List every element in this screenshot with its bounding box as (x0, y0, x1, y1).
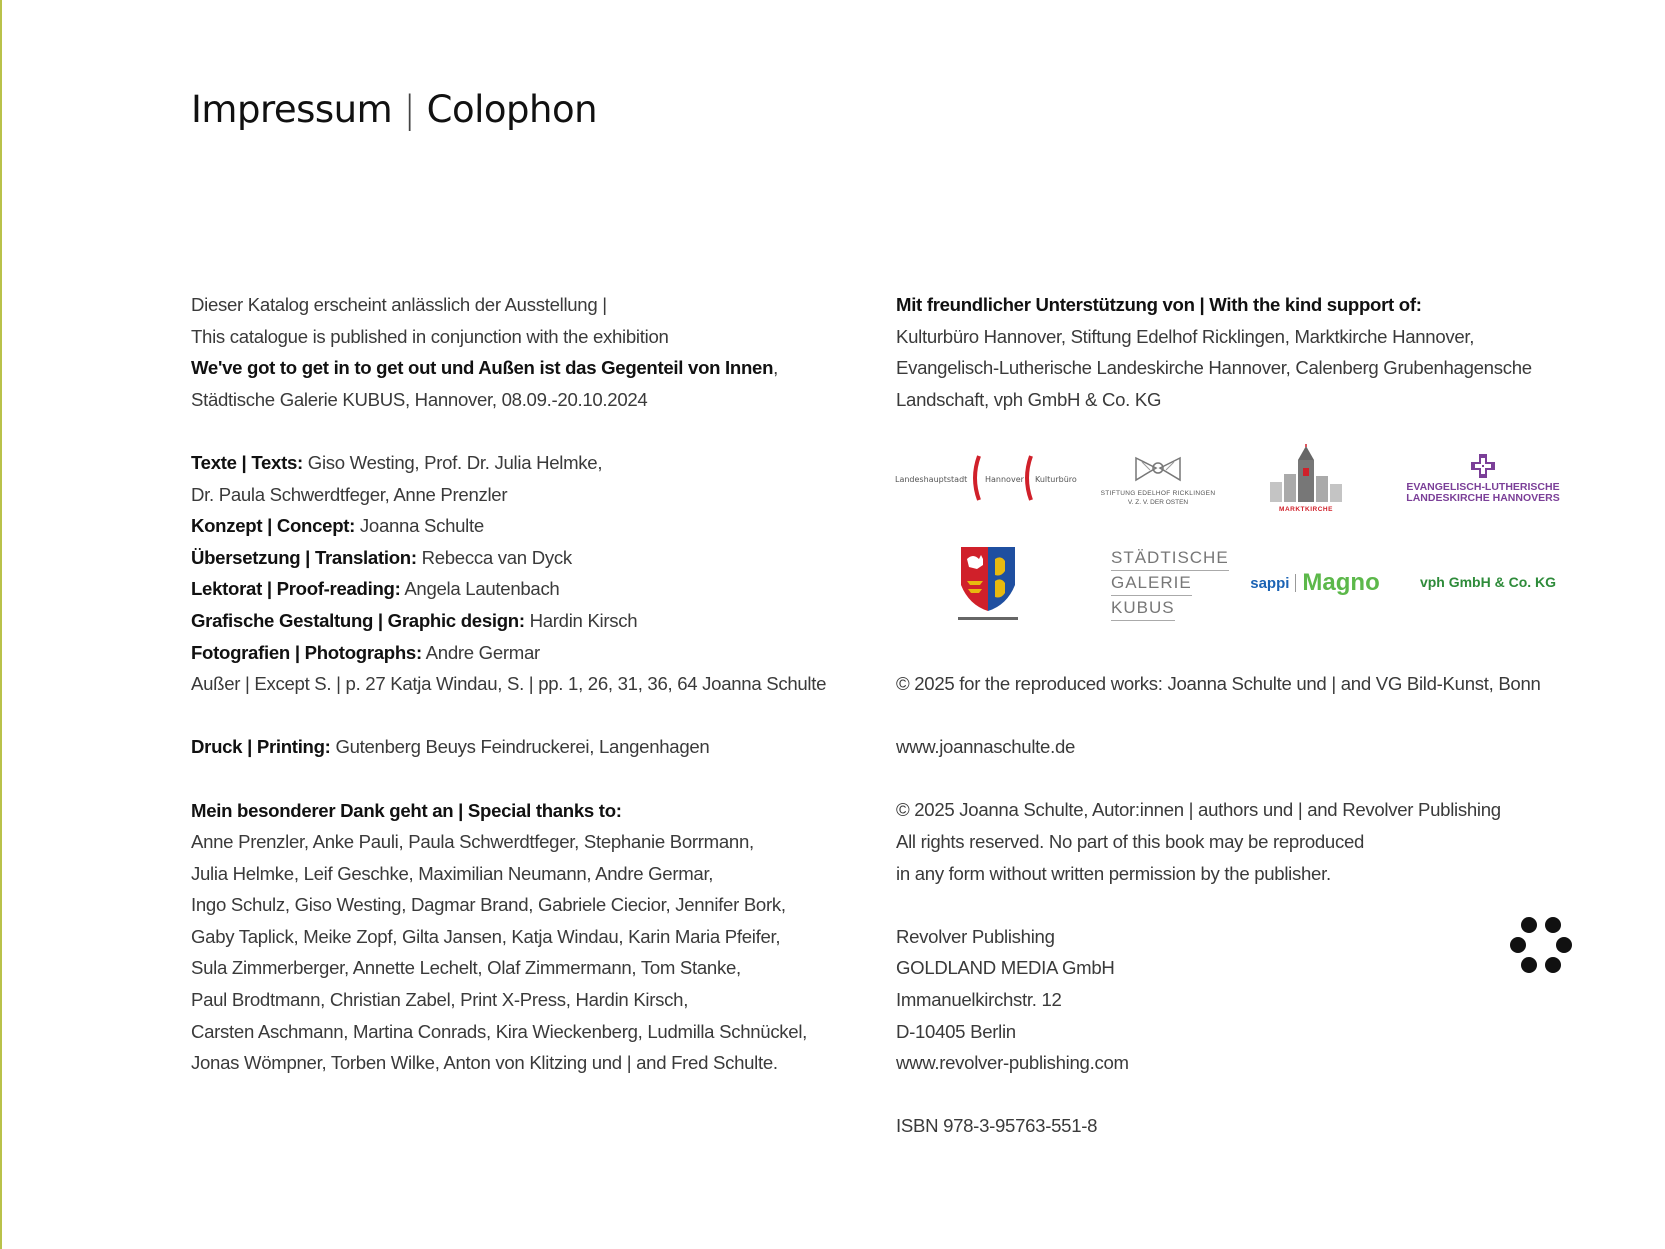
kulturburo-text-3: Kulturbüro (1035, 475, 1077, 484)
vph-text: vph GmbH & Co. KG (1419, 574, 1557, 590)
credit-value: Hardin Kirsch (524, 609, 638, 631)
thanks-line: Paul Brodtmann, Christian Zabel, Print X-Press, Hardin Kirsch, (191, 989, 689, 1011)
kulturburo-text-1: Landeshauptstadt (895, 475, 968, 484)
page-title (191, 88, 597, 131)
edelhof-name: STIFTUNG EDELHOF RICKLINGEN (1100, 490, 1216, 497)
credit-proofreading (191, 573, 851, 605)
kulturburo-logo (893, 450, 1088, 506)
rights-line: in any form without written permission by the publisher. (896, 862, 1331, 884)
credit-concept (191, 510, 851, 542)
credit-label: Grafische Gestaltung | Graphic design: (191, 609, 525, 631)
support-line: Landschaft, vph GmbH & Co. KG (896, 388, 1162, 410)
exhibition-title-line (191, 352, 851, 384)
credit-graphic-design (191, 605, 851, 637)
right-column (896, 289, 1596, 415)
sappi-magno-logo (1245, 558, 1385, 608)
credit-value: Joanna Schulte (355, 515, 484, 537)
credit-value: Gutenberg Beuys Feindruckerei, Langenhagen (330, 736, 710, 758)
cross-icon (1469, 452, 1497, 480)
credit-texts (191, 447, 851, 479)
dot (1521, 917, 1537, 933)
coat-of-arms-caption-bar (958, 617, 1018, 620)
landeskirche-line-1: EVANGELISCH-LUTHERISCHE (1406, 481, 1560, 493)
thanks-line: Carsten Aschmann, Martina Conrads, Kira Wieckenberg, Ludmilla Schnückel, (191, 1020, 808, 1042)
dot (1545, 917, 1561, 933)
credit-value: Rebecca van Dyck (416, 546, 572, 568)
thanks-heading: Mein besonderer Dank geht an | Special thanks to: (191, 799, 622, 821)
kulturburo-text-2: Hannover (985, 475, 1024, 484)
marktkirche-logo (1261, 438, 1351, 518)
credit-label: Konzept | Concept: (191, 515, 356, 537)
support-heading: Mit freundlicher Unterstützung von | With the kind support of: (896, 294, 1422, 315)
dot (1510, 937, 1526, 953)
dot (1521, 957, 1537, 973)
magno-text: Magno (1302, 569, 1380, 596)
edelhof-emblem-icon (1128, 450, 1188, 486)
credit-printing (191, 731, 851, 763)
kubus-line-2: GALERIE (1111, 571, 1192, 596)
kubus-line-1: STÄDTISCHE (1111, 546, 1229, 571)
sponsor-logos (893, 438, 1593, 628)
credit-label: Druck | Printing: (191, 736, 331, 758)
landeskirche-logo (1393, 448, 1573, 508)
left-column (191, 289, 851, 1079)
edelhof-subname: V. Z. V. DER OSTEN (1127, 499, 1189, 506)
marktkirche-name: MARKTKIRCHE (1279, 505, 1333, 513)
thanks-line: Jonas Wömpner, Torben Wilke, Anton von Klitzing und | and Fred Schulte. (191, 1052, 778, 1074)
credit-value: Giso Westing, Prof. Dr. Julia Helmke, (302, 451, 603, 473)
kubus-logo (1111, 544, 1229, 622)
intro-line-1: Dieser Katalog erscheint anlässlich der Ausstellung | (191, 294, 607, 315)
isbn: ISBN 978-3-95763-551-8 (896, 1115, 1098, 1137)
thanks-line: Anne Prenzler, Anke Pauli, Paula Schwerdtfeger, Stephanie Borrmann, (191, 831, 754, 853)
page-edge-strip (0, 0, 2, 1249)
sappi-text: sappi (1250, 574, 1290, 592)
edelhof-logo (1093, 438, 1223, 518)
credit-value: Außer | Except S. | p. 27 Katja Windau, S. | pp. 1, 26, 31, 36, 64 Joanna Schulte (191, 673, 827, 695)
thanks-line: Ingo Schulz, Giso Westing, Dagmar Brand, Gabriele Ciecior, Jennifer Bork, (191, 894, 786, 916)
vph-logo (1413, 560, 1563, 604)
right-column-lower (896, 668, 1596, 1142)
dot (1556, 937, 1572, 953)
publisher-city: D-10405 Berlin (896, 1020, 1016, 1042)
credit-photo-exceptions (191, 668, 851, 700)
exhibition-title: We've got to get in to get out und Außen ist das Gegenteil von Innen (191, 357, 774, 379)
sappi-divider (1295, 574, 1296, 592)
revolver-dots-logo (1510, 917, 1572, 973)
support-line: Kulturbüro Hannover, Stiftung Edelhof Ricklingen, Marktkirche Hannover, (896, 325, 1475, 347)
credit-photographs (191, 637, 851, 669)
credit-label: Texte | Texts: (191, 451, 303, 473)
calenberg-coat-of-arms (953, 540, 1023, 624)
church-tower-icon (1266, 444, 1346, 506)
credit-label: Fotografien | Photographs: (191, 641, 422, 663)
copyright-works: © 2025 for the reproduced works: Joanna Schulte und | and VG Bild-Kunst, Bonn (896, 673, 1541, 694)
credit-value: Andre Germar (421, 641, 540, 663)
rights-line: All rights reserved. No part of this book may be reproduced (896, 830, 1365, 852)
kubus-line-3: KUBUS (1111, 596, 1175, 621)
title-impressum: Impressum (191, 88, 393, 131)
website-link[interactable]: www.joannaschulte.de (896, 736, 1076, 758)
kulturburo-logo-graphic (893, 450, 1088, 506)
intro-line-2: This catalogue is published in conjunction with the exhibition (191, 325, 669, 347)
publisher-company: GOLDLAND MEDIA GmbH (896, 957, 1115, 979)
credit-label: Lektorat | Proof-reading: (191, 578, 401, 600)
coat-of-arms-icon (959, 545, 1017, 615)
credit-value: Dr. Paula Schwerdtfeger, Anne Prenzler (191, 483, 508, 505)
publisher-street: Immanuelkirchstr. 12 (896, 988, 1062, 1010)
title-separator: | (403, 88, 416, 131)
credit-value: Angela Lautenbach (400, 578, 560, 600)
landeskirche-line-2: LANDESKIRCHE HANNOVERS (1406, 492, 1560, 504)
publisher-name: Revolver Publishing (896, 925, 1055, 947)
exhibition-venue: Städtische Galerie KUBUS, Hannover, 08.09.-20.10.2024 (191, 388, 648, 410)
credit-texts-cont (191, 479, 851, 511)
thanks-line: Gaby Taplick, Meike Zopf, Gilta Jansen, Katja Windau, Karin Maria Pfeifer, (191, 925, 781, 947)
publisher-website[interactable]: www.revolver-publishing.com (896, 1052, 1129, 1074)
thanks-line: Sula Zimmerberger, Annette Lechelt, Olaf Zimmermann, Tom Stanke, (191, 957, 741, 979)
credit-label: Übersetzung | Translation: (191, 546, 417, 568)
rights-line: © 2025 Joanna Schulte, Autor:innen | authors und | and Revolver Publishing (896, 799, 1501, 821)
support-line: Evangelisch-Lutherische Landeskirche Hannover, Calenberg Grubenhagensche (896, 357, 1532, 379)
thanks-line: Julia Helmke, Leif Geschke, Maximilian Neumann, Andre Germar, (191, 862, 714, 884)
dot (1545, 957, 1561, 973)
credit-translation (191, 542, 851, 574)
exhibition-title-comma: , (773, 357, 779, 379)
title-colophon: Colophon (426, 88, 598, 131)
